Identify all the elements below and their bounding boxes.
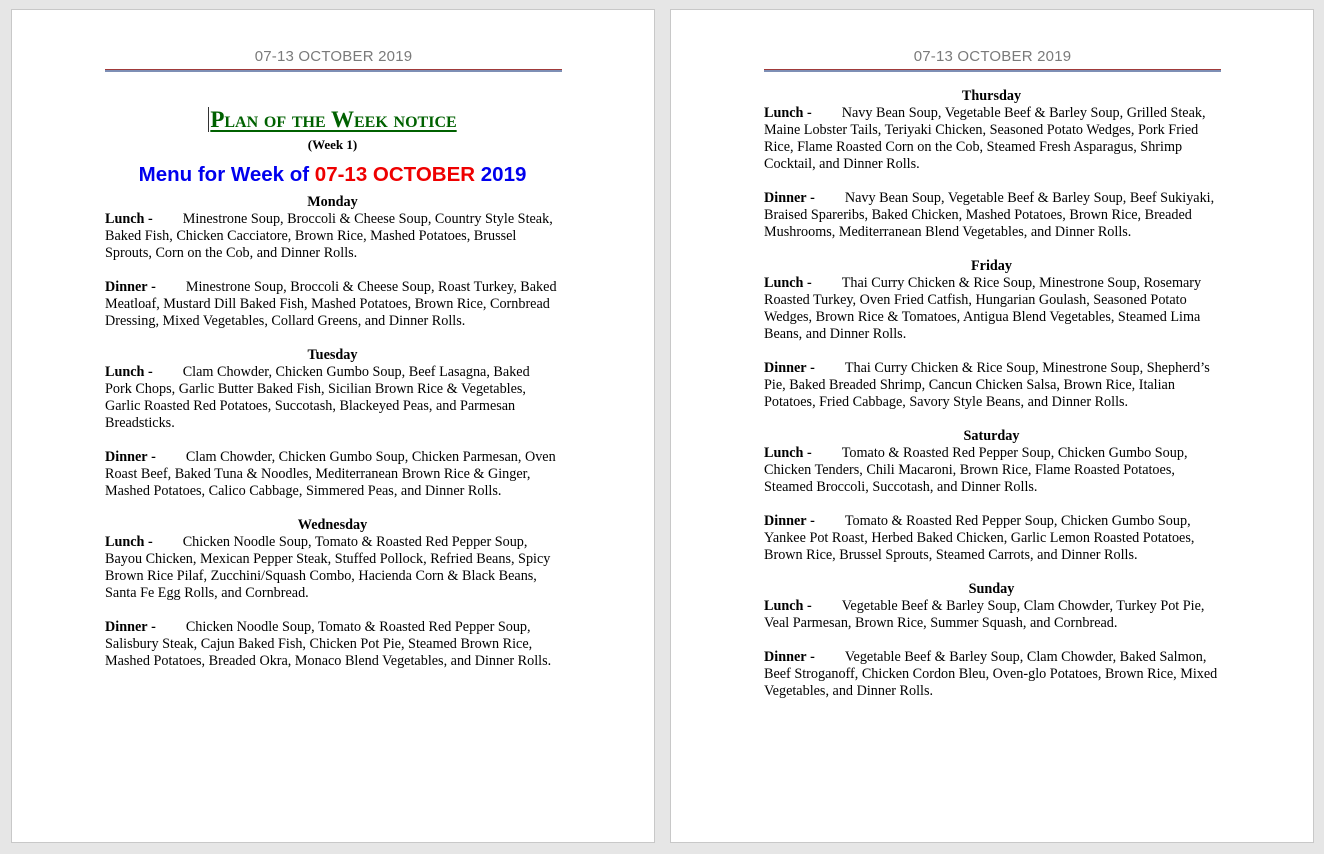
day-title: Friday: [971, 258, 1012, 274]
menu-heading-year: 2019: [480, 163, 527, 186]
meal-separator: -: [147, 534, 153, 550]
meal-items: Clam Chowder, Chicken Gumbo Soup, Beef Lasagna, Baked Pork Chops, Garlic Butter Baked Fish, Sicilian Brown Rice & Vegetables, Garlic Roasted Red Potatoes, Succotash, Blackeyed Peas, and Parmesan Breadsticks.: [105, 364, 530, 431]
dinner-entry: [105, 449, 560, 500]
meal-separator: -: [147, 211, 153, 227]
meal-separator: -: [151, 619, 156, 635]
page-1-content: [105, 100, 560, 670]
dinner-entry: [764, 649, 1219, 700]
meal-label: Lunch: [105, 364, 145, 380]
header-rule: [764, 69, 1221, 72]
day-title: Thursday: [961, 88, 1022, 104]
meal-separator: -: [806, 105, 812, 121]
page-2-content: [764, 88, 1219, 700]
day-section-sunday: [764, 581, 1219, 700]
meal-separator: -: [810, 513, 815, 529]
meal-items: Minestrone Soup, Broccoli & Cheese Soup, Roast Turkey, Baked Meatloaf, Mustard Dill Baked Fish, Mashed Potatoes, Brown Rice, Cornbread Dressing, Mixed Vegetables, Collard Greens, and Dinner Rolls.: [105, 279, 557, 329]
meal-label: Dinner: [105, 449, 148, 465]
meal-label: Lunch: [764, 275, 804, 291]
meal-items: Tomato & Roasted Red Pepper Soup, Chicken Gumbo Soup, Chicken Tenders, Chili Macaroni, Brown Rice, Flame Roasted Potatoes, Steamed Broccoli, Succotash, and Dinner Rolls.: [764, 445, 1188, 495]
day-title: Wednesday: [297, 517, 368, 533]
day-title: Tuesday: [307, 347, 358, 363]
meal-items: Tomato & Roasted Red Pepper Soup, Chicken Gumbo Soup, Yankee Pot Roast, Herbed Baked Chicken, Garlic Lemon Roasted Potatoes, Brown Rice, Brussel Sprouts, Steamed Carrots, and Dinner Rolls.: [764, 513, 1195, 563]
meal-separator: -: [810, 360, 815, 376]
dinner-entry: [105, 279, 560, 330]
meal-label: Dinner: [105, 279, 148, 295]
meal-separator: -: [151, 279, 156, 295]
meal-label: Lunch: [764, 445, 804, 461]
day-title: Monday: [307, 194, 358, 210]
meal-items: Thai Curry Chicken & Rice Soup, Minestrone Soup, Rosemary Roasted Turkey, Oven Fried Catfish, Hungarian Goulash, Seasoned Potato Wedges, Brown Rice & Tomatoes, Antigua Blend Vegetables, Steamed Lima Beans, and Dinner Rolls.: [764, 275, 1202, 342]
lunch-entry: [105, 364, 560, 432]
menu-heading-dates: 07-13 OCTOBER: [314, 163, 476, 186]
day-section-tuesday: [105, 347, 560, 500]
dinner-entry: [764, 190, 1219, 241]
meal-separator: -: [810, 649, 815, 665]
meal-separator: -: [806, 445, 812, 461]
day-section-saturday: [764, 428, 1219, 564]
lunch-entry: [105, 534, 560, 602]
page-header-date: 07-13 OCTOBER 2019: [254, 48, 413, 65]
meal-items: Vegetable Beef & Barley Soup, Clam Chowder, Turkey Pot Pie, Veal Parmesan, Brown Rice, Summer Squash, and Cornbread.: [764, 598, 1205, 631]
lunch-entry: [764, 445, 1219, 496]
day-section-friday: [764, 258, 1219, 411]
meal-label: Dinner: [105, 619, 148, 635]
header-rule: [105, 69, 562, 72]
meal-items: Thai Curry Chicken & Rice Soup, Minestrone Soup, Shepherd’s Pie, Baked Breaded Shrimp, Cancun Chicken Salsa, Brown Rice, Italian Potatoes, Fried Cabbage, Savory Style Beans, and Dinner Rolls.: [764, 360, 1210, 410]
week-subtitle: (Week 1): [307, 137, 358, 152]
day-title: Saturday: [963, 428, 1020, 444]
day-section-monday: [105, 194, 560, 330]
page-header-date: 07-13 OCTOBER 2019: [913, 48, 1072, 65]
menu-heading-prefix: Menu for Week of: [138, 163, 310, 186]
meal-items: Chicken Noodle Soup, Tomato & Roasted Red Pepper Soup, Salisbury Steak, Cajun Baked Fish, Chicken Pot Pie, Steamed Brown Rice, Mashed Potatoes, Breaded Okra, Monaco Blend Vegetables, and Dinner Rolls.: [105, 619, 552, 669]
dinner-entry: [105, 619, 560, 670]
lunch-entry: [105, 211, 560, 262]
meal-label: Dinner: [764, 513, 807, 529]
meal-items: Navy Bean Soup, Vegetable Beef & Barley Soup, Beef Sukiyaki, Braised Spareribs, Baked Chicken, Mashed Potatoes, Brown Rice, Breaded Mushrooms, Mediterranean Blend Vegetables, and Dinner Rolls.: [764, 190, 1215, 240]
meal-label: Dinner: [764, 190, 807, 206]
meal-separator: -: [806, 275, 812, 291]
menu-heading: [105, 162, 560, 188]
meal-label: Lunch: [764, 598, 804, 614]
meal-label: Dinner: [764, 649, 807, 665]
lunch-entry: [764, 598, 1219, 632]
meal-label: Dinner: [764, 360, 807, 376]
meal-items: Chicken Noodle Soup, Tomato & Roasted Red Pepper Soup, Bayou Chicken, Mexican Pepper Steak, Stuffed Pollock, Refried Beans, Spicy Brown Rice Pilaf, Zucchini/Squash Combo, Hacienda Corn & Black Beans, Santa Fe Egg Rolls, and Cornbread.: [105, 534, 551, 601]
meal-items: Minestrone Soup, Broccoli & Cheese Soup, Country Style Steak, Baked Fish, Chicken Cacciatore, Brown Rice, Mashed Potatoes, Brussel Sprouts, Corn on the Cob, and Dinner Rolls.: [105, 211, 553, 261]
meal-separator: -: [810, 190, 815, 206]
meal-items: Clam Chowder, Chicken Gumbo Soup, Chicken Parmesan, Oven Roast Beef, Baked Tuna & Noodles, Mediterranean Brown Rice & Ginger, Mashed Potatoes, Calico Cabbage, Simmered Peas, and Dinner Rolls.: [105, 449, 556, 499]
document-title: [105, 100, 560, 140]
meal-separator: -: [147, 364, 153, 380]
document-page-2: [670, 9, 1314, 843]
day-section-wednesday: [105, 517, 560, 670]
meal-label: Lunch: [105, 211, 145, 227]
document-title-text: Plan of the Week notice: [210, 107, 457, 132]
meal-items: Vegetable Beef & Barley Soup, Clam Chowder, Baked Salmon, Beef Stroganoff, Chicken Cordon Bleu, Oven-glo Potatoes, Brown Rice, Mixed Vegetables, and Dinner Rolls.: [764, 649, 1218, 699]
meal-label: Lunch: [764, 105, 804, 121]
day-section-thursday: [764, 88, 1219, 241]
dinner-entry: [764, 360, 1219, 411]
meal-separator: -: [806, 598, 812, 614]
lunch-entry: [764, 275, 1219, 343]
lunch-entry: [764, 105, 1219, 173]
dinner-entry: [764, 513, 1219, 564]
document-page-1: [11, 9, 655, 843]
meal-separator: -: [151, 449, 156, 465]
day-title: Sunday: [968, 581, 1015, 597]
meal-items: Navy Bean Soup, Vegetable Beef & Barley Soup, Grilled Steak, Maine Lobster Tails, Teriyaki Chicken, Seasoned Potato Wedges, Pork Fried Rice, Flame Roasted Corn on the Cob, Steamed Fresh Asparagus, Shrimp Cocktail, and Dinner Rolls.: [764, 105, 1206, 172]
meal-label: Lunch: [105, 534, 145, 550]
